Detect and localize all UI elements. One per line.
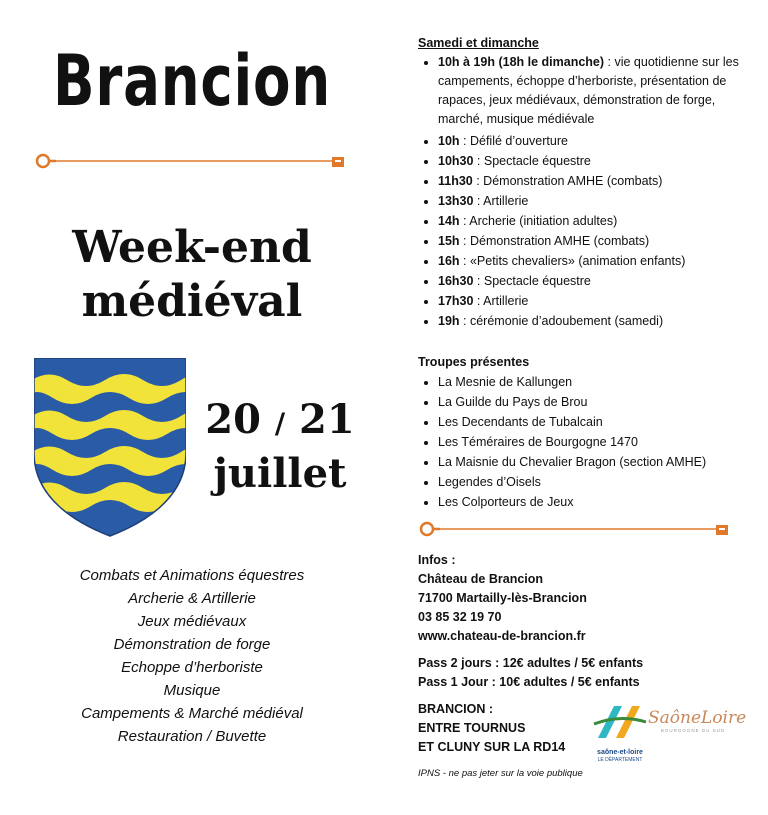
feature-item: Musique: [163, 682, 221, 699]
program-section: [418, 33, 748, 331]
page-title: Brancion: [53, 40, 331, 122]
troupe-item: • La Guilde du Pays de Brou: [438, 392, 748, 412]
subtitle-line1: Week-end: [72, 222, 312, 273]
program-heading: Samedi et dimanche: [418, 36, 539, 50]
feature-item: Campements & Marché médiéval: [81, 705, 303, 722]
infos-phone: 03 85 32 19 70: [418, 610, 502, 624]
program-item-time: 10h30: [438, 154, 474, 168]
program-lead-text: : vie quotidienne sur les campements, échoppe d’herboriste, présentation de rapaces, jeux médiévaux, démonstration de forge, marché, musique médiévale: [438, 55, 739, 126]
location-line1: BRANCION :: [418, 702, 493, 716]
program-item-time: 16h30: [438, 274, 474, 288]
program-item-time: 10h: [438, 134, 460, 148]
feature-item: Echoppe d’herboriste: [121, 659, 263, 676]
troupe-item: • Les Colporteurs de Jeux: [438, 492, 748, 512]
program-item-time: 19h: [438, 314, 460, 328]
date-separator: /: [274, 407, 286, 440]
pass-1-day: Pass 1 Jour : 10€ adultes / 5€ enfants: [418, 675, 640, 689]
program-item-time: 15h: [438, 234, 460, 248]
program-item: [438, 311, 748, 331]
program-item-time: 13h30: [438, 194, 474, 208]
program-item-text: : Démonstration AMHE (combats): [472, 174, 663, 188]
troupe-item: • La Mesnie de Kallungen: [438, 372, 748, 392]
troupes-section: [418, 352, 748, 512]
program-item: [438, 271, 748, 291]
coat-of-arms-icon: [34, 358, 186, 538]
location-line2: ENTRE TOURNUS: [418, 721, 526, 735]
program-lead-time: 10h à 19h (18h le dimanche): [438, 55, 605, 69]
program-item: [438, 191, 748, 211]
infos-name: Château de Brancion: [418, 572, 544, 586]
troupes-heading: Troupes présentes: [418, 355, 530, 369]
department-logo-icon: [592, 700, 648, 744]
infos-website[interactable]: www.chateau-de-brancion.fr: [418, 629, 586, 643]
infos-heading: Infos :: [418, 553, 456, 567]
program-item: [438, 291, 748, 311]
troupe-item: • La Maisnie du Chevalier Bragon (section AMHE): [438, 452, 748, 472]
feature-item: Combats et Animations équestres: [79, 567, 305, 584]
ornament-divider-right: [418, 520, 730, 540]
date-day1: 20: [205, 396, 261, 443]
program-item: [438, 251, 748, 271]
program-item-time: 14h: [438, 214, 460, 228]
program-item-text: : Défilé d’ouverture: [459, 134, 568, 148]
program-item-text: : Archerie (initiation adultes): [459, 214, 618, 228]
program-item: [438, 171, 748, 191]
date-month: juillet: [213, 450, 347, 497]
event-dates: [190, 395, 370, 499]
saone-loire-text: SaôneLoire: [648, 708, 747, 728]
program-item-text: : Spectacle équestre: [473, 154, 591, 168]
subtitle-line2: médiéval: [81, 276, 303, 327]
restauration-text: Restauration / Buvette: [117, 728, 267, 745]
pass-2-days: Pass 2 jours : 12€ adultes / 5€ enfants: [418, 656, 644, 670]
ornament-divider-left: [34, 152, 346, 172]
department-name: saône-et-loire: [597, 749, 643, 756]
program-item: [438, 211, 748, 231]
program-item-time: 11h30: [438, 174, 473, 188]
feature-item: Démonstration de forge: [113, 636, 271, 653]
saone-loire-logo: [648, 708, 747, 733]
ipns-note: IPNS - ne pas jeter sur la voie publique: [418, 768, 583, 779]
features-list: [0, 564, 384, 748]
program-item-text: : Spectacle équestre: [473, 274, 591, 288]
program-item: [438, 231, 748, 251]
program-item-text: : Démonstration AMHE (combats): [459, 234, 650, 248]
program-lead: [438, 53, 748, 129]
location-line3: ET CLUNY SUR LA RD14: [418, 740, 566, 754]
program-item: [438, 131, 748, 151]
program-item-text: : Artillerie: [473, 194, 529, 208]
program-item-text: : «Petits chevaliers» (animation enfants): [459, 254, 686, 268]
program-item: [438, 151, 748, 171]
department-tag: LE DÉPARTEMENT: [597, 757, 643, 763]
saone-loire-tagline: BOURGOGNE DU SUD: [660, 728, 726, 733]
program-item-time: 17h30: [438, 294, 474, 308]
program-item-time: 16h: [438, 254, 460, 268]
troupe-item: • Legendes d’Oisels: [438, 472, 748, 492]
program-item-text: : Artillerie: [473, 294, 529, 308]
troupe-item: • Les Téméraires de Bourgogne 1470: [438, 432, 748, 452]
infos-address: 71700 Martailly-lès-Brancion: [418, 591, 587, 605]
feature-item: Archerie & Artillerie: [128, 590, 256, 607]
feature-item: Jeux médiévaux: [137, 613, 247, 630]
date-day2: 21: [299, 396, 355, 443]
program-item-text: : cérémonie d’adoubement (samedi): [459, 314, 664, 328]
troupe-item: • Les Decendants de Tubalcain: [438, 412, 748, 432]
saone-et-loire-logo: [592, 700, 648, 770]
